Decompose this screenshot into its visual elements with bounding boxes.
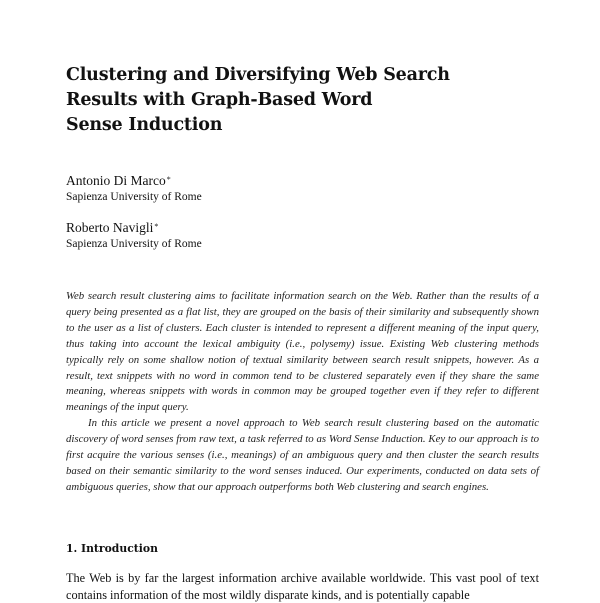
author-affiliation: Sapienza University of Rome bbox=[66, 238, 202, 250]
author-name-line bbox=[66, 219, 202, 236]
author-block bbox=[66, 219, 202, 252]
title-line: Results with Graph-Based Word bbox=[66, 90, 373, 110]
title-line: Clustering and Diversifying Web Search bbox=[66, 65, 450, 85]
paper-title bbox=[66, 63, 486, 138]
author-block bbox=[66, 172, 202, 205]
section-heading-introduction: 1. Introduction bbox=[66, 542, 158, 555]
author-footnote-mark: * bbox=[154, 222, 159, 231]
body-paragraph: The Web is by far the largest information archive available worldwide. This vast pool of text contains information of the most wildly disparate kinds, and is potentially capable bbox=[66, 571, 539, 602]
author-name: Roberto Navigli bbox=[66, 220, 154, 235]
author-name-line bbox=[66, 172, 202, 189]
title-line: Sense Induction bbox=[66, 115, 223, 135]
author-name: Antonio Di Marco bbox=[66, 173, 166, 188]
author-footnote-mark: * bbox=[166, 175, 171, 184]
abstract-paragraph: Web search result clustering aims to facilitate information search on the Web. Rather than the results of a query being presented as a flat list, they are grouped on the basis of their similarity and subsequently shown to the user as a list of clusters. Each cluster is intended to represent a different meaning of the input query, thus taking into account the lexical ambiguity (i.e., polysemy) issue. Existing Web clustering methods typically rely on some shallow notion of textual similarity between search result snippets, however. As a result, text snippets with no word in common tend to be clustered separately even if they share the same meaning, whereas snippets with words in common may be grouped together even if they refer to different meanings of the input query. bbox=[66, 290, 539, 414]
author-affiliation: Sapienza University of Rome bbox=[66, 191, 202, 203]
abstract-paragraph: In this article we present a novel approach to Web search result clustering based on the automatic discovery of word senses from raw text, a task referred to as Word Sense Induction. Key to our approach is to first acquire the various senses (i.e., meanings) of an ambiguous query and then cluster the search results based on their semantic similarity to the word senses induced. Our experiments, conducted on data sets of ambiguous queries, show that our approach outperforms both Web clustering and search engines. bbox=[66, 417, 539, 493]
abstract bbox=[66, 289, 539, 496]
